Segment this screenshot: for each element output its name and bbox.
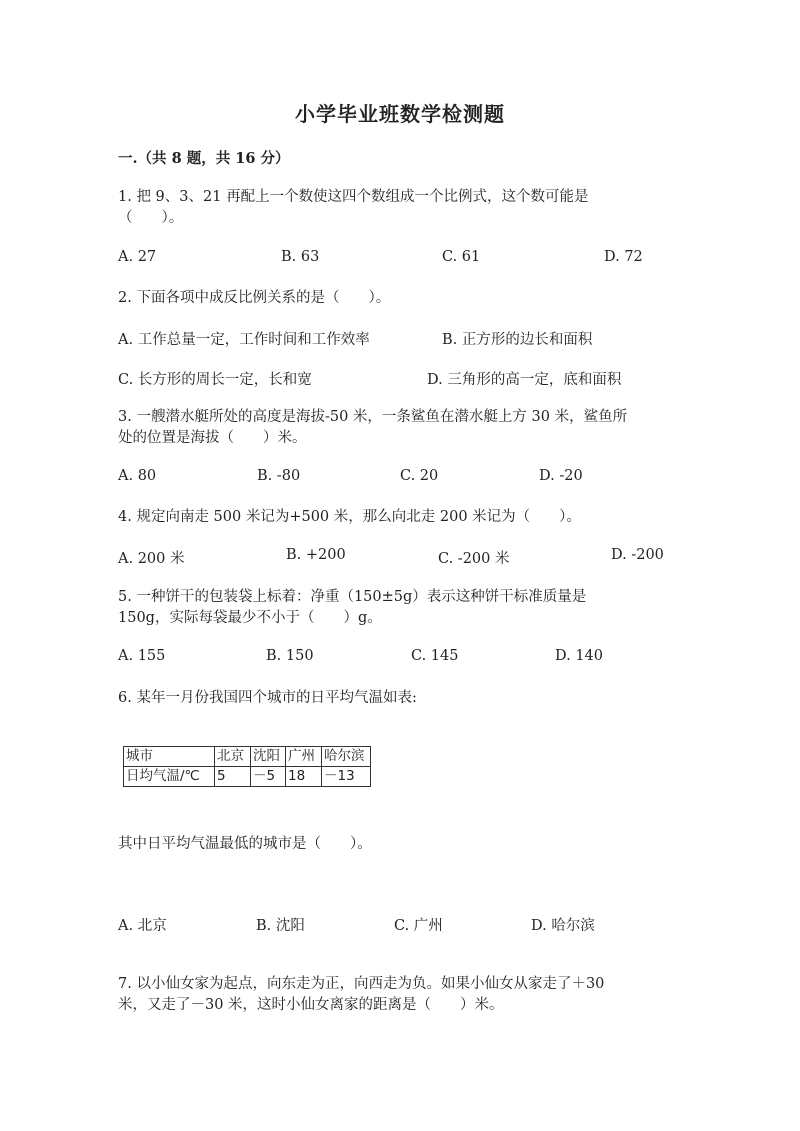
question-4 bbox=[118, 507, 678, 528]
option-b[interactable]: B. 63 bbox=[281, 249, 320, 265]
question-2-options-row-1 bbox=[118, 328, 678, 348]
question-6-text: 6. 某年一月份我国四个城市的日平均气温如表: bbox=[118, 690, 417, 706]
page-title: 小学毕业班数学检测题 bbox=[295, 102, 505, 126]
table-cell: 18 bbox=[286, 767, 322, 787]
question-7-text: 7. 以小仙女家为起点，向东走为正，向西走为负。如果小仙女从家走了＋30 bbox=[118, 976, 605, 992]
option-d[interactable]: D. 哈尔滨 bbox=[531, 918, 595, 934]
option-a[interactable]: A. 155 bbox=[118, 648, 166, 664]
table-cell: 广州 bbox=[286, 747, 322, 767]
question-3-options bbox=[118, 468, 678, 488]
option-b[interactable]: B. -80 bbox=[257, 468, 301, 484]
question-1-options bbox=[118, 249, 678, 269]
section-heading: 一.（共 8 题，共 16 分） bbox=[118, 150, 290, 167]
temperature-table bbox=[123, 746, 371, 787]
question-4-options bbox=[118, 547, 678, 567]
option-a[interactable]: A. 27 bbox=[118, 249, 157, 265]
question-4-text: 4. 规定向南走 500 米记为+500 米，那么向北走 200 米记为（ ）。 bbox=[118, 509, 581, 525]
table-cell: －5 bbox=[251, 767, 286, 787]
option-a[interactable]: A. 80 bbox=[118, 468, 157, 484]
question-1 bbox=[118, 187, 678, 229]
option-d[interactable]: D. -200 bbox=[611, 547, 664, 563]
table-cell: －13 bbox=[322, 767, 371, 787]
question-2-options-row-2 bbox=[118, 368, 678, 388]
option-d[interactable]: D. -20 bbox=[539, 468, 583, 484]
option-a[interactable]: A. 工作总量一定，工作时间和工作效率 bbox=[118, 332, 370, 348]
question-3-text: 3. 一艘潜水艇所处的高度是海拔-50 米，一条鲨鱼在潜水艇上方 30 米，鲨鱼所 bbox=[118, 409, 628, 425]
question-2 bbox=[118, 288, 678, 309]
table-cell: 北京 bbox=[215, 747, 251, 767]
question-3-text-cont: 处的位置是海拔（ ）米。 bbox=[118, 430, 307, 446]
question-5-text: 5. 一种饼干的包装袋上标着：净重（150±5g）表示这种饼干标准质量是 bbox=[118, 589, 587, 605]
option-b[interactable]: B. +200 bbox=[286, 547, 346, 563]
option-c[interactable]: C. 61 bbox=[442, 249, 481, 265]
table-cell: 日均气温/℃ bbox=[124, 767, 215, 787]
table-header-row bbox=[124, 747, 371, 767]
question-1-text-cont: （ ）。 bbox=[118, 210, 184, 226]
option-a[interactable]: A. 200 米 bbox=[118, 551, 185, 567]
option-b[interactable]: B. 正方形的边长和面积 bbox=[442, 332, 593, 348]
question-2-text: 2. 下面各项中成反比例关系的是（ ）。 bbox=[118, 290, 391, 306]
table-row bbox=[124, 767, 371, 787]
table-cell: 城市 bbox=[124, 747, 215, 767]
question-6-options bbox=[118, 914, 678, 934]
option-c[interactable]: C. 长方形的周长一定，长和宽 bbox=[118, 372, 312, 388]
option-c[interactable]: C. -200 米 bbox=[438, 551, 510, 567]
question-5-text-cont: 150g，实际每袋最少不小于（ ）g。 bbox=[118, 610, 382, 626]
question-5 bbox=[118, 587, 678, 629]
question-6-text-cont: 其中日平均气温最低的城市是（ ）。 bbox=[118, 836, 372, 852]
option-d[interactable]: D. 140 bbox=[555, 648, 604, 664]
table-cell: 5 bbox=[215, 767, 251, 787]
question-5-options bbox=[118, 648, 678, 668]
question-6 bbox=[118, 688, 678, 709]
question-7-text-cont: 米，又走了－30 米，这时小仙女离家的距离是（ ）米。 bbox=[118, 997, 504, 1013]
question-7 bbox=[118, 974, 678, 1016]
option-a[interactable]: A. 北京 bbox=[118, 918, 167, 934]
question-1-text: 1. 把 9、3、21 再配上一个数使这四个数组成一个比例式，这个数可能是 bbox=[118, 189, 589, 205]
option-c[interactable]: C. 145 bbox=[411, 648, 459, 664]
question-6-prompt bbox=[118, 834, 678, 855]
table-cell: 沈阳 bbox=[251, 747, 286, 767]
option-c[interactable]: C. 广州 bbox=[394, 918, 443, 934]
option-d[interactable]: D. 72 bbox=[604, 249, 643, 265]
table-cell: 哈尔滨 bbox=[322, 747, 371, 767]
option-c[interactable]: C. 20 bbox=[400, 468, 439, 484]
option-b[interactable]: B. 沈阳 bbox=[256, 918, 305, 934]
question-3 bbox=[118, 407, 678, 449]
option-d[interactable]: D. 三角形的高一定，底和面积 bbox=[427, 372, 622, 388]
option-b[interactable]: B. 150 bbox=[266, 648, 314, 664]
